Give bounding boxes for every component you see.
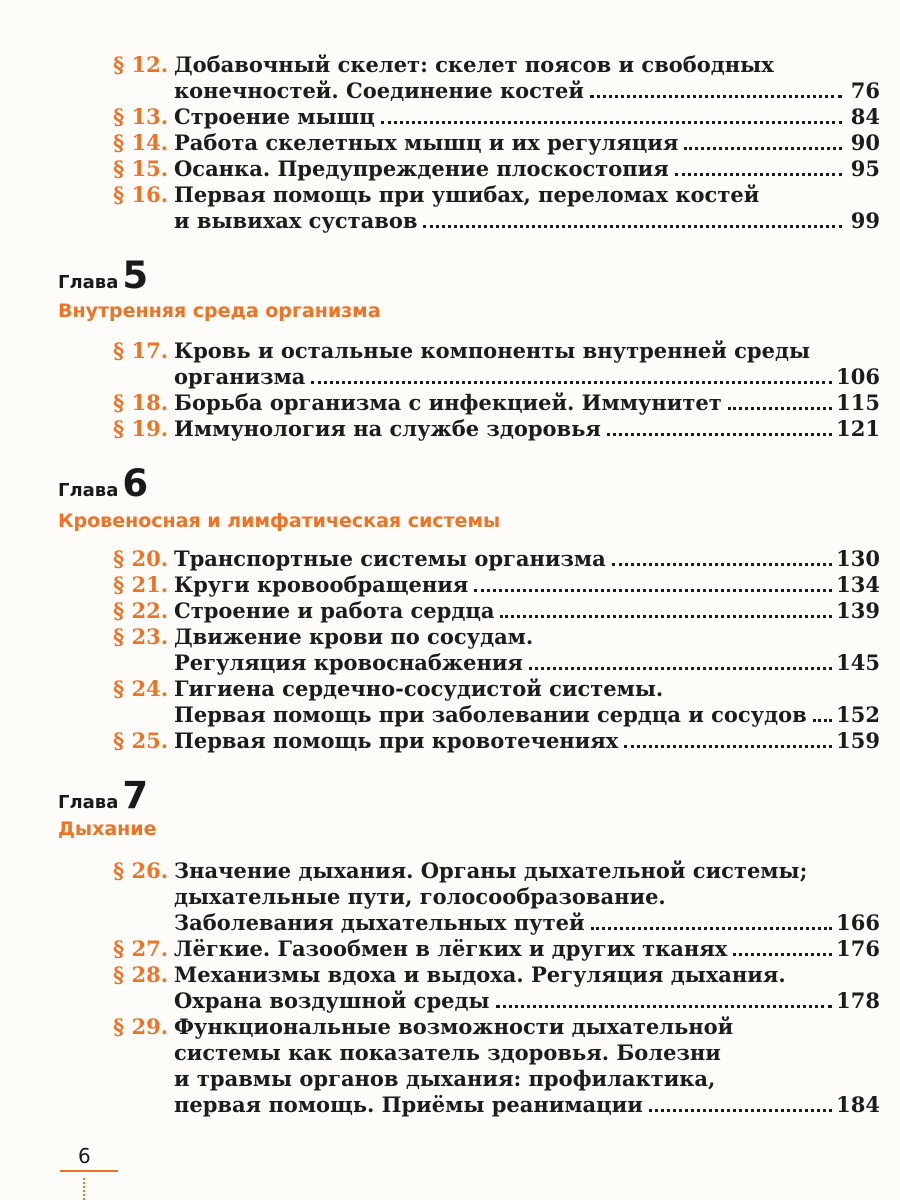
section-title-last-line bbox=[174, 910, 880, 936]
section-title-line: Работа скелетных мышц и их регуляция bbox=[174, 130, 679, 155]
section-title-line: Добавочный скелет: скелет поясов и свободных bbox=[174, 52, 774, 77]
section-body bbox=[172, 182, 880, 234]
page-ref: 145 bbox=[836, 650, 880, 675]
section-title-line: первая помощь. Приёмы реанимации bbox=[174, 1092, 643, 1117]
section-body bbox=[172, 676, 880, 728]
dot-leader bbox=[728, 407, 832, 410]
section-body bbox=[172, 962, 880, 1014]
section-title-last-line bbox=[174, 988, 880, 1014]
section-title-line: Первая помощь при ушибах, переломах костей bbox=[174, 182, 760, 207]
section-title-line: организма bbox=[174, 364, 306, 389]
section-title-line: системы как показатель здоровья. Болезни bbox=[174, 1040, 721, 1065]
dot-leader bbox=[684, 147, 842, 150]
section-title-last-line bbox=[174, 572, 880, 598]
section-title-line: и вывихах суставов bbox=[174, 208, 418, 233]
section-title-last-line bbox=[174, 702, 880, 728]
section-title-line: Борьба организма с инфекцией. Иммунитет bbox=[174, 390, 722, 415]
dot-leader bbox=[529, 667, 832, 670]
chapter-label: Глава bbox=[58, 272, 119, 293]
dot-leader bbox=[612, 563, 832, 566]
section-number: § 12. bbox=[113, 52, 168, 77]
section-title-last-line bbox=[174, 130, 880, 156]
page-ref: 159 bbox=[836, 728, 880, 753]
section-body bbox=[172, 858, 880, 936]
section-number: § 19. bbox=[113, 416, 168, 441]
page-ref: 106 bbox=[836, 364, 880, 389]
page-number-rule bbox=[60, 1170, 118, 1172]
section-body bbox=[172, 416, 880, 442]
section-title-line: и травмы органов дыхания: профилактика, bbox=[174, 1066, 716, 1091]
section-title-line: Транспортные системы организма bbox=[174, 546, 606, 571]
toc-entry[interactable] bbox=[100, 1014, 880, 1118]
chapter-label: Глава bbox=[58, 792, 119, 813]
section-body bbox=[172, 338, 880, 390]
section-number: § 17. bbox=[113, 338, 168, 363]
section-title-last-line bbox=[174, 936, 880, 962]
page-ref: 95 bbox=[850, 156, 880, 181]
section-number: § 16. bbox=[113, 182, 168, 207]
section-title-last-line bbox=[174, 416, 880, 442]
section-title-last-line bbox=[174, 208, 880, 234]
dot-leader bbox=[675, 173, 842, 176]
section-number: § 25. bbox=[113, 728, 168, 753]
dot-leader bbox=[607, 433, 832, 436]
section-title-last-line bbox=[174, 364, 880, 390]
dot-leader bbox=[649, 1109, 832, 1112]
page-ref: 90 bbox=[850, 130, 880, 155]
section-body bbox=[172, 546, 880, 572]
section-title-last-line bbox=[174, 546, 880, 572]
page-number: 6 bbox=[78, 1144, 91, 1168]
section-title-line: Первая помощь при заболевании сердца и сосудов bbox=[174, 702, 807, 727]
chapter-title: Кровеносная и лимфатическая системы bbox=[58, 510, 501, 532]
section-title-line: Строение мышц bbox=[174, 104, 375, 129]
toc-entry[interactable] bbox=[100, 338, 880, 390]
section-number: § 28. bbox=[113, 962, 168, 987]
toc-entry[interactable] bbox=[100, 416, 880, 442]
section-number: § 24. bbox=[113, 676, 168, 701]
section-body bbox=[172, 624, 880, 676]
page-ref: 178 bbox=[836, 988, 880, 1013]
section-number: § 22. bbox=[113, 598, 168, 623]
page-ref: 115 bbox=[836, 390, 880, 415]
page-ref: 130 bbox=[836, 546, 880, 571]
section-number: § 14. bbox=[113, 130, 168, 155]
section-body bbox=[172, 1014, 880, 1118]
chapter-title: Внутренняя среда организма bbox=[58, 300, 381, 322]
section-body bbox=[172, 104, 880, 130]
toc-entry[interactable] bbox=[100, 52, 880, 104]
section-number: § 27. bbox=[113, 936, 168, 961]
section-number: § 23. bbox=[113, 624, 168, 649]
section-body bbox=[172, 156, 880, 182]
section-title-line: Кровь и остальные компоненты внутренней среды bbox=[174, 338, 810, 363]
toc-entry[interactable] bbox=[100, 858, 880, 936]
section-number: § 20. bbox=[113, 546, 168, 571]
toc-entry[interactable] bbox=[100, 572, 880, 598]
chapter-number: 5 bbox=[122, 254, 149, 297]
toc-entry[interactable] bbox=[100, 962, 880, 1014]
section-title-last-line bbox=[174, 156, 880, 182]
section-number: § 13. bbox=[113, 104, 168, 129]
dot-leader bbox=[311, 381, 832, 384]
section-body bbox=[172, 130, 880, 156]
section-title-last-line bbox=[174, 650, 880, 676]
section-title-line: Иммунология на службе здоровья bbox=[174, 416, 601, 441]
section-title-line: Значение дыхания. Органы дыхательной системы; bbox=[174, 858, 808, 883]
dot-leader bbox=[500, 615, 832, 618]
chapter-heading bbox=[58, 254, 148, 297]
chapter-heading bbox=[58, 774, 148, 817]
dot-leader bbox=[813, 719, 832, 722]
page-ref: 84 bbox=[850, 104, 880, 129]
dot-leader bbox=[590, 95, 842, 98]
section-title-line: конечностей. Соединение костей bbox=[174, 78, 584, 103]
section-body bbox=[172, 598, 880, 624]
section-title-line: Регуляция кровоснабжения bbox=[174, 650, 523, 675]
page-ref: 166 bbox=[836, 910, 880, 935]
section-title-line: Охрана воздушной среды bbox=[174, 988, 490, 1013]
chapter-number: 7 bbox=[122, 774, 149, 817]
section-title-last-line bbox=[174, 728, 880, 754]
section-body bbox=[172, 52, 880, 104]
dot-leader bbox=[381, 121, 842, 124]
section-title-line: Круги кровообращения bbox=[174, 572, 469, 597]
section-title-line: Движение крови по сосудам. bbox=[174, 624, 534, 649]
section-title-line: Осанка. Предупреждение плоскостопия bbox=[174, 156, 669, 181]
section-title-last-line bbox=[174, 1092, 880, 1118]
chapter-title: Дыхание bbox=[58, 818, 157, 840]
section-title-line: дыхательные пути, голосообразование. bbox=[174, 884, 666, 909]
dot-leader bbox=[591, 927, 833, 930]
section-title-last-line bbox=[174, 390, 880, 416]
section-title-line: Механизмы вдоха и выдоха. Регуляция дыхания. bbox=[174, 962, 786, 987]
toc-entry[interactable] bbox=[100, 598, 880, 624]
page-ref: 134 bbox=[836, 572, 880, 597]
section-body bbox=[172, 728, 880, 754]
toc-entry[interactable] bbox=[100, 390, 880, 416]
page-number-dotted-line bbox=[83, 1178, 85, 1200]
section-title-last-line bbox=[174, 78, 880, 104]
section-title-last-line bbox=[174, 104, 880, 130]
page-ref: 152 bbox=[836, 702, 880, 727]
toc-entry[interactable] bbox=[100, 130, 880, 156]
section-number: § 15. bbox=[113, 156, 168, 181]
page-ref: 184 bbox=[836, 1092, 880, 1117]
toc-entry[interactable] bbox=[100, 104, 880, 130]
page-ref: 121 bbox=[836, 416, 880, 441]
page-ref: 99 bbox=[850, 208, 880, 233]
toc-entry[interactable] bbox=[100, 182, 880, 234]
section-body bbox=[172, 572, 880, 598]
dot-leader bbox=[733, 953, 832, 956]
section-number: § 26. bbox=[113, 858, 168, 883]
toc-entry[interactable] bbox=[100, 546, 880, 572]
dot-leader bbox=[423, 225, 842, 228]
dot-leader bbox=[624, 745, 832, 748]
page-ref: 139 bbox=[836, 598, 880, 623]
section-title-last-line bbox=[174, 598, 880, 624]
toc-entry[interactable] bbox=[100, 936, 880, 962]
toc-entry[interactable] bbox=[100, 156, 880, 182]
toc-entry[interactable] bbox=[100, 728, 880, 754]
section-title-line: Функциональные возможности дыхательной bbox=[174, 1014, 734, 1039]
section-title-line: Гигиена сердечно-сосудистой системы. bbox=[174, 676, 664, 701]
chapter-number: 6 bbox=[122, 462, 149, 505]
section-title-line: Строение и работа сердца bbox=[174, 598, 495, 623]
section-title-line: Лёгкие. Газообмен в лёгких и других тканях bbox=[174, 936, 728, 961]
section-title-line: Первая помощь при кровотечениях bbox=[174, 728, 619, 753]
section-number: § 21. bbox=[113, 572, 168, 597]
toc-entry[interactable] bbox=[100, 676, 880, 728]
page-ref: 76 bbox=[850, 78, 880, 103]
section-number: § 29. bbox=[113, 1014, 168, 1039]
dot-leader bbox=[496, 1005, 833, 1008]
chapter-heading bbox=[58, 462, 148, 505]
section-body bbox=[172, 390, 880, 416]
dot-leader bbox=[474, 589, 832, 592]
section-number: § 18. bbox=[113, 390, 168, 415]
chapter-label: Глава bbox=[58, 480, 119, 501]
toc-entry[interactable] bbox=[100, 624, 880, 676]
page-ref: 176 bbox=[836, 936, 880, 961]
section-body bbox=[172, 936, 880, 962]
section-title-line: Заболевания дыхательных путей bbox=[174, 910, 585, 935]
